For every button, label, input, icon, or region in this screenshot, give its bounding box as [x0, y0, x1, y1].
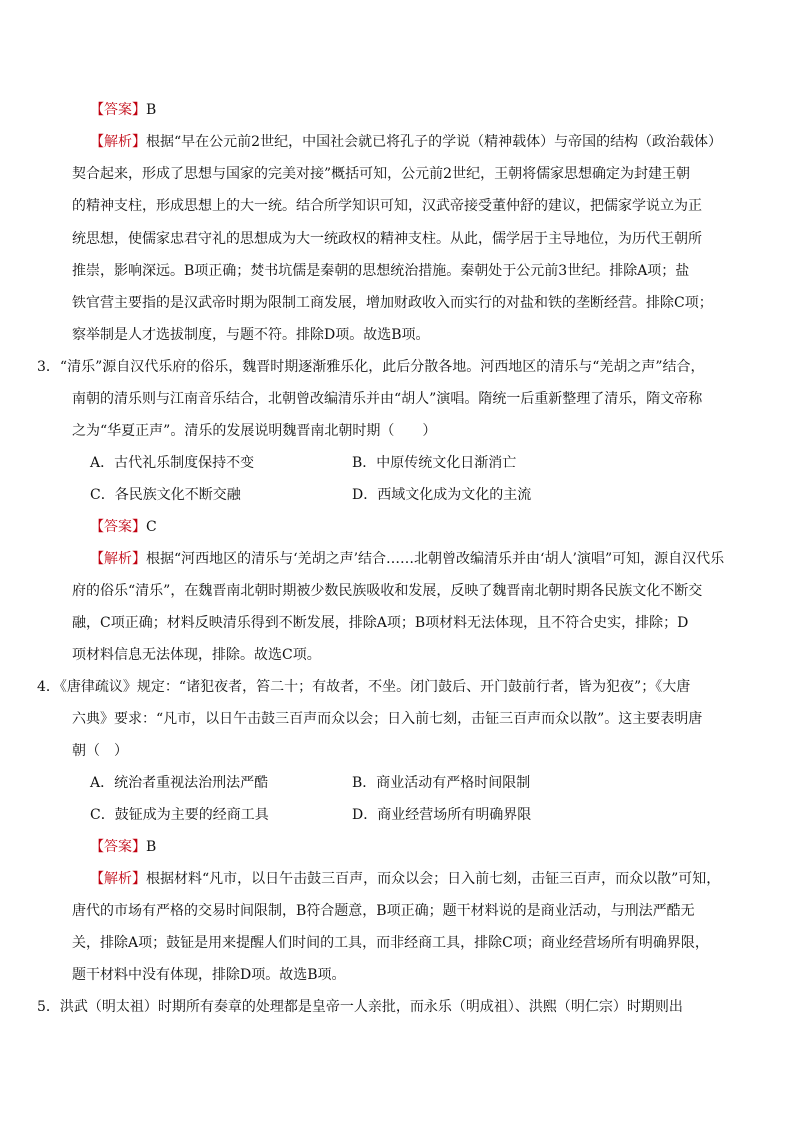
q4-option-b: B．商业活动有严格时间限制	[352, 775, 531, 791]
q4-analysis-line-1: 【解析】根据材料“凡市，以日午击鼓三百声，而众以会；日入前七刻，击钲三百声，而众以散”可知，	[90, 871, 721, 887]
answer-tag: 【答案】	[90, 102, 146, 118]
q4-option-d: D．商业经营场所有明确界限	[352, 807, 532, 823]
q3-analysis-line-1: 【解析】根据“河西地区的清乐与‘羌胡之声’结合……北朝曾改编清乐并由‘胡人’演唱”可知，源自汉代乐	[90, 551, 725, 567]
q4-analysis-line-4: 题干材料中没有体现，排除D项。故选B项。	[72, 967, 346, 983]
q5-stem-line-1: 5．洪武（明太祖）时期所有奏章的处理都是皇帝一人亲批，而永乐（明成祖）、洪熙（明仁宗）时期则出	[37, 999, 683, 1015]
q3-stem-line-3: 之为“华夏正声”。清乐的发展说明魏晋南北朝时期（ ）	[72, 423, 437, 439]
q2-analysis-line-5: 推崇，影响深远。B项正确；焚书坑儒是秦朝的思想统治措施。秦朝处于公元前3世纪。排除A项；盐	[72, 263, 690, 279]
q4-answer-value: B	[146, 839, 157, 855]
analysis-tag: 【解析】	[90, 551, 146, 567]
answer-tag: 【答案】	[90, 839, 146, 855]
q4-stem-line-3: 朝（ ）	[72, 743, 128, 759]
q4-option-c: C．鼓钲成为主要的经商工具	[90, 807, 269, 823]
q4-stem-line-1: 4．《唐律疏议》规定：“诸犯夜者，笞二十；有故者，不坐。闭门鼓后、开门鼓前行者，皆为犯夜”；《大唐	[37, 679, 691, 695]
q4-answer	[90, 837, 156, 857]
analysis-tag: 【解析】	[90, 871, 146, 887]
q2-answer-value: B	[146, 102, 157, 118]
q3-analysis-line-4: 项材料信息无法体现，排除。故选C项。	[72, 647, 321, 663]
q3-option-d: D．西域文化成为文化的主流	[352, 487, 532, 503]
q2-analysis-line-6: 铁官营主要指的是汉武帝时期为限制工商发展，增加财政收入而实行的对盐和铁的垄断经营。排除C项；	[72, 295, 713, 311]
q2-analysis-line-1: 【解析】根据“早在公元前2世纪，中国社会就已将孔子的学说（精神载体）与帝国的结构（政治载体）	[90, 134, 723, 150]
q3-stem-line-1: 3．“清乐”源自汉代乐府的俗乐，魏晋时期逐渐雅乐化，此后分散各地。河西地区的清乐与“羌胡之声”结合，	[37, 359, 705, 375]
q2-analysis-line-7: 察举制是人才选拔制度，与题不符。排除D项。故选B项。	[72, 327, 430, 343]
q3-option-a: A．古代礼乐制度保持不变	[90, 455, 255, 471]
q4-analysis-line-3: 关，排除A项；鼓钲是用来提醒人们时间的工具，而非经商工具，排除C项；商业经营场所有明确界限，	[72, 935, 709, 951]
q3-analysis-line-3: 融，C项正确；材料反映清乐得到不断发展，排除A项；B项材料无法体现，且不符合史实，排除；D	[72, 615, 689, 631]
q3-answer-value: C	[146, 519, 157, 535]
q2-analysis-line-4: 统思想，使儒家忠君守礼的思想成为大一统政权的精神支柱。从此，儒学居于主导地位，为历代王朝所	[72, 231, 702, 247]
answer-tag: 【答案】	[90, 519, 146, 535]
q2-analysis-line-3: 的精神支柱，形成思想上的大一统。结合所学知识可知，汉武帝接受董仲舒的建议，把儒家学说立为正	[72, 198, 702, 214]
q4-analysis-line-2: 唐代的市场有严格的交易时间限制，B符合题意，B项正确；题干材料说的是商业活动，与刑法严酷无	[72, 903, 695, 919]
q3-option-b: B．中原传统文化日渐消亡	[352, 455, 517, 471]
q3-option-c: C．各民族文化不断交融	[90, 487, 241, 503]
q3-stem-line-2: 南朝的清乐则与江南音乐结合，北朝曾改编清乐并由“胡人”演唱。隋统一后重新整理了清乐，隋文帝称	[72, 391, 703, 407]
q2-answer	[90, 100, 156, 120]
q3-analysis-line-2: 府的俗乐“清乐”，在魏晋南北朝时期被少数民族吸收和发展，反映了魏晋南北朝时期各民族文化不断交	[72, 583, 703, 599]
analysis-tag: 【解析】	[90, 134, 146, 150]
q2-analysis-line-2: 契合起来，形成了思想与国家的完美对接”概括可知，公元前2世纪，王朝将儒家思想确定为封建王朝	[72, 166, 691, 182]
q4-option-a: A．统治者重视法治刑法严酷	[90, 775, 269, 791]
q3-answer	[90, 517, 157, 537]
q4-stem-line-2: 六典》要求：“凡市，以日午击鼓三百声而众以会；日入前七刻，击钲三百声而众以散”。这主要表明唐	[72, 711, 703, 727]
